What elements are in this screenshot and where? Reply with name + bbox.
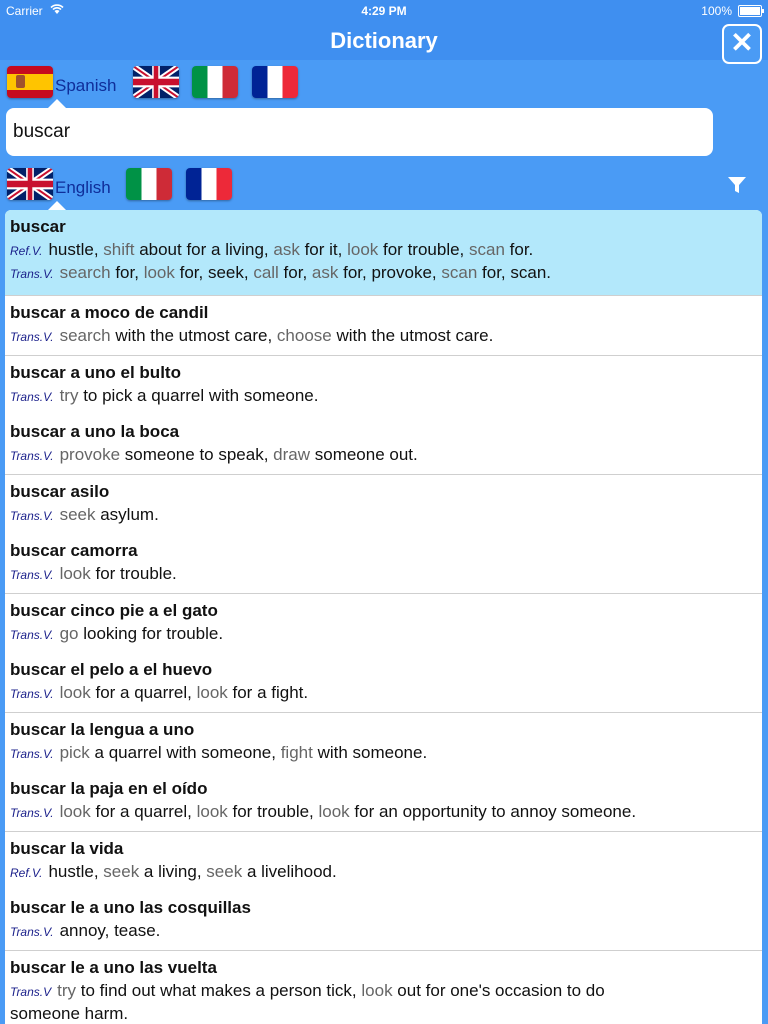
definition-text: for, scan. [477,263,551,282]
flag-italian[interactable] [192,66,238,98]
definition-text: someone harm. [10,1004,129,1023]
source-language-label: Spanish [55,76,117,95]
list-item[interactable] [10,713,757,772]
search-input[interactable]: buscar [6,108,713,156]
part-of-speech: Trans.V. [10,390,54,404]
keyword: try [59,386,79,405]
part-of-speech: Trans.V. [10,330,54,344]
table-row[interactable] [5,832,762,951]
keyword: ask [311,263,339,282]
definition-text: for a quarrel, [90,683,197,702]
part-of-speech: Trans.V. [10,628,54,642]
part-of-speech: Trans.V. [10,449,54,463]
definition-text: hustle, [48,240,104,259]
selection-pointer [48,201,66,210]
entry-definition [10,443,757,466]
part-of-speech: Trans.V. [10,267,54,281]
flag-english-selected[interactable] [7,168,53,200]
table-row[interactable] [5,713,762,832]
entry-word: buscar el pelo a el huevo [10,660,213,679]
keyword: search [59,263,111,282]
entry-definition [10,979,757,1002]
clock: 4:29 PM [361,4,407,18]
keyword: scan [441,263,478,282]
entry-word: buscar le a uno las cosquillas [10,898,251,917]
carrier-label: Carrier [6,4,43,18]
definition-text: someone out. [310,445,418,464]
keyword: search [59,326,111,345]
keyword: look [196,683,228,702]
status-bar [0,0,768,22]
entry-definition [10,238,757,261]
entry-definition [10,1002,757,1024]
entry-definition [10,681,757,704]
list-item[interactable] [10,356,757,415]
entry-word: buscar asilo [10,482,110,501]
keyword: look [318,802,350,821]
battery-icon [738,5,762,17]
part-of-speech: Ref.V. [10,866,43,880]
keyword: look [196,802,228,821]
close-button[interactable]: ✕ [722,24,762,64]
flag-french[interactable] [186,168,232,200]
definition-text: with the utmost care. [331,326,494,345]
definition-text: with the utmost care, [110,326,277,345]
table-row[interactable] [5,951,762,1024]
definition-text: a quarrel with someone, [89,743,281,762]
table-row[interactable] [5,356,762,475]
navigation-bar [0,22,768,60]
part-of-speech: Ref.V. [10,244,43,258]
flag-spanish-selected[interactable] [7,66,53,98]
entry-definition [10,384,757,407]
entry-word: buscar a uno el bulto [10,363,181,382]
page-title: Dictionary [330,28,438,53]
part-of-speech: Trans.V. [10,747,54,761]
list-item[interactable] [10,891,757,950]
definition-text: with someone. [312,743,428,762]
definition-text: for trouble, [378,240,469,259]
definition-text: for trouble, [227,802,319,821]
list-item[interactable] [10,210,757,295]
keyword: scan [469,240,505,259]
entry-definition [10,919,757,942]
keyword: look [59,802,91,821]
entry-word: buscar cinco pie a el gato [10,601,218,620]
definition-text: hustle, [48,862,104,881]
flag-italian[interactable] [126,168,172,200]
table-row[interactable] [5,210,762,296]
list-item[interactable] [10,653,757,712]
part-of-speech: Trans.V [10,985,52,999]
definition-text: about for a living, [134,240,274,259]
entry-definition [10,800,757,823]
keyword: call [253,263,279,282]
keyword: choose [276,326,332,345]
definition-text: for, [110,263,144,282]
definition-text: asylum. [95,505,159,524]
entry-word: buscar le a uno las vuelta [10,958,217,977]
keyword: go [59,624,79,643]
list-item[interactable] [10,832,757,891]
list-item[interactable] [10,415,757,474]
table-row[interactable] [5,594,762,713]
keyword: look [361,981,393,1000]
entry-definition [10,741,757,764]
entry-word: buscar [10,217,66,236]
part-of-speech: Trans.V. [10,806,54,820]
part-of-speech: Trans.V. [10,568,54,582]
entry-word: buscar la lengua a uno [10,720,195,739]
entry-word: buscar la paja en el oído [10,779,208,798]
list-item[interactable] [10,951,757,1024]
part-of-speech: Trans.V. [10,687,54,701]
flag-english[interactable] [133,66,179,98]
keyword: look [143,263,175,282]
entry-definition [10,261,757,284]
definition-text: a livelihood. [242,862,337,881]
entry-definition [10,860,757,883]
list-item[interactable] [10,475,757,534]
keyword: look [59,564,91,583]
keyword: provoke [59,445,121,464]
definition-text: for it, [299,240,348,259]
definition-text: for, [278,263,312,282]
entry-definition [10,324,757,347]
definition-text: to pick a quarrel with someone. [78,386,319,405]
part-of-speech: Trans.V. [10,509,54,523]
list-item[interactable] [10,772,757,831]
keyword: try [57,981,77,1000]
entry-definition [10,562,757,585]
definition-text: to find out what makes a person tick, [76,981,362,1000]
definition-text: a living, [139,862,207,881]
keyword: ask [273,240,300,259]
list-item[interactable] [10,296,757,355]
list-item[interactable] [10,534,757,593]
selection-pointer [48,99,66,108]
definition-text: for. [504,240,534,259]
definition-text: someone to speak, [120,445,274,464]
keyword: look [347,240,379,259]
keyword: shift [103,240,135,259]
results-list[interactable] [5,210,762,1024]
flag-french[interactable] [252,66,298,98]
definition-text: for a quarrel, [90,802,197,821]
filter-icon[interactable] [727,175,747,195]
keyword: fight [280,743,313,762]
definition-text: for a fight. [227,683,309,702]
entry-word: buscar a uno la boca [10,422,180,441]
table-row[interactable] [5,296,762,356]
battery-percent: 100% [701,4,732,18]
keyword: seek [206,862,243,881]
keyword: seek [59,505,96,524]
table-row[interactable] [5,475,762,594]
definition-text: annoy, tease. [59,921,161,940]
definition-text: for, provoke, [338,263,442,282]
definition-text: for, seek, [174,263,254,282]
keyword: draw [273,445,311,464]
target-language-label: English [55,178,111,197]
definition-text: for an opportunity to annoy someone. [349,802,637,821]
entry-definition [10,622,757,645]
keyword: pick [59,743,90,762]
definition-text: out for one's occasion to do [392,981,605,1000]
entry-word: buscar a moco de candil [10,303,209,322]
keyword: look [59,683,91,702]
definition-text: for trouble. [90,564,177,583]
entry-definition [10,503,757,526]
entry-word: buscar camorra [10,541,138,560]
definition-text: looking for trouble. [78,624,224,643]
keyword: seek [103,862,140,881]
list-item[interactable] [10,594,757,653]
part-of-speech: Trans.V. [10,925,54,939]
entry-word: buscar la vida [10,839,124,858]
